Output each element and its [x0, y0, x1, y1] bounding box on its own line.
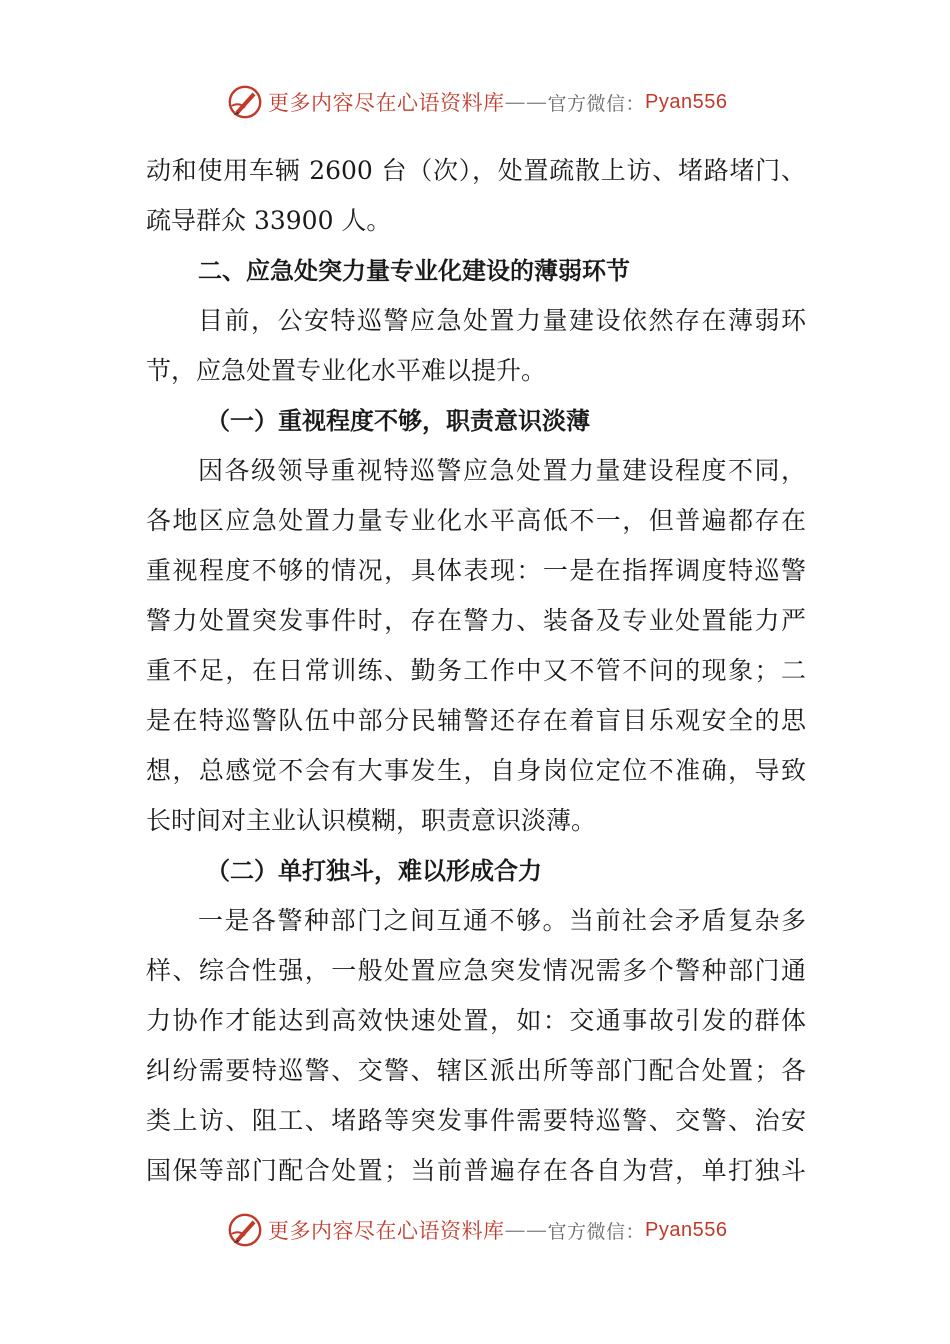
paragraph-line: 警力处置突发事件时，存在警力、装备及专业处置能力严 — [146, 606, 806, 635]
subsection-heading: （一）重视程度不够，职责意识淡薄 — [206, 407, 590, 435]
paragraph-line: 纠纷需要特巡警、交警、辖区派出所等部门配合处置；各 — [146, 1056, 806, 1085]
watermark-wechat-id: Pyan556 — [645, 1218, 728, 1241]
paragraph-line: 是在特巡警队伍中部分民辅警还存在着盲目乐观安全的思 — [146, 706, 806, 735]
document-body — [146, 146, 806, 1196]
section-heading: 二、应急处突力量专业化建设的薄弱环节 — [198, 257, 630, 285]
paragraph-line: 因各级领导重视特巡警应急处置力量建设程度不同， — [198, 456, 806, 485]
watermark-brand: 更多内容尽在心语资料库 — [268, 91, 505, 115]
pen-logo-icon — [226, 83, 264, 121]
watermark-brand: 更多内容尽在心语资料库 — [268, 1219, 505, 1243]
paragraph-line: 想，总感觉不会有大事发生，自身岗位定位不准确，导致 — [146, 756, 806, 785]
paragraph-line: 各地区应急处置力量专业化水平高低不一，但普遍都存在 — [146, 506, 806, 535]
subsection-heading: （二）单打独斗，难以形成合力 — [206, 857, 542, 885]
paragraph-line: 类上访、阻工、堵路等突发事件需要特巡警、交警、治安 — [146, 1106, 806, 1135]
paragraph-line: 力协作才能达到高效快速处置，如：交通事故引发的群体 — [146, 1006, 806, 1035]
paragraph-line: 目前，公安特巡警应急处置力量建设依然存在薄弱环 — [198, 306, 806, 335]
paragraph-line: 重视程度不够的情况，具体表现：一是在指挥调度特巡警 — [146, 556, 806, 585]
paragraph-line: 长时间对主业认识模糊，职责意识淡薄。 — [146, 806, 597, 835]
paragraph-line: 一是各警种部门之间互通不够。当前社会矛盾复杂多 — [198, 906, 806, 935]
paragraph-line: 样、综合性强，一般处置应急突发情况需多个警种部门通 — [146, 956, 806, 985]
paragraph-line: 动和使用车辆 2600 台（次），处置疏散上访、堵路堵门、 — [146, 156, 806, 185]
paragraph-line: 疏导群众 33900 人。 — [146, 206, 392, 235]
paragraph-line: 节，应急处置专业化水平难以提升。 — [146, 356, 547, 385]
watermark-official-label: 官方微信： — [547, 92, 646, 115]
watermark-banner-top — [0, 82, 950, 122]
paragraph-line: 国保等部门配合处置；当前普遍存在各自为营，单打独斗 — [146, 1156, 806, 1185]
pen-logo-icon — [226, 1211, 264, 1249]
paragraph-line: 重不足，在日常训练、勤务工作中又不管不问的现象；二 — [146, 656, 806, 685]
watermark-wechat-id: Pyan556 — [645, 90, 728, 113]
watermark-dash: —— — [504, 90, 548, 114]
watermark-dash: —— — [504, 1218, 548, 1242]
watermark-official-label: 官方微信： — [547, 1220, 646, 1243]
watermark-banner-bottom — [0, 1210, 950, 1250]
